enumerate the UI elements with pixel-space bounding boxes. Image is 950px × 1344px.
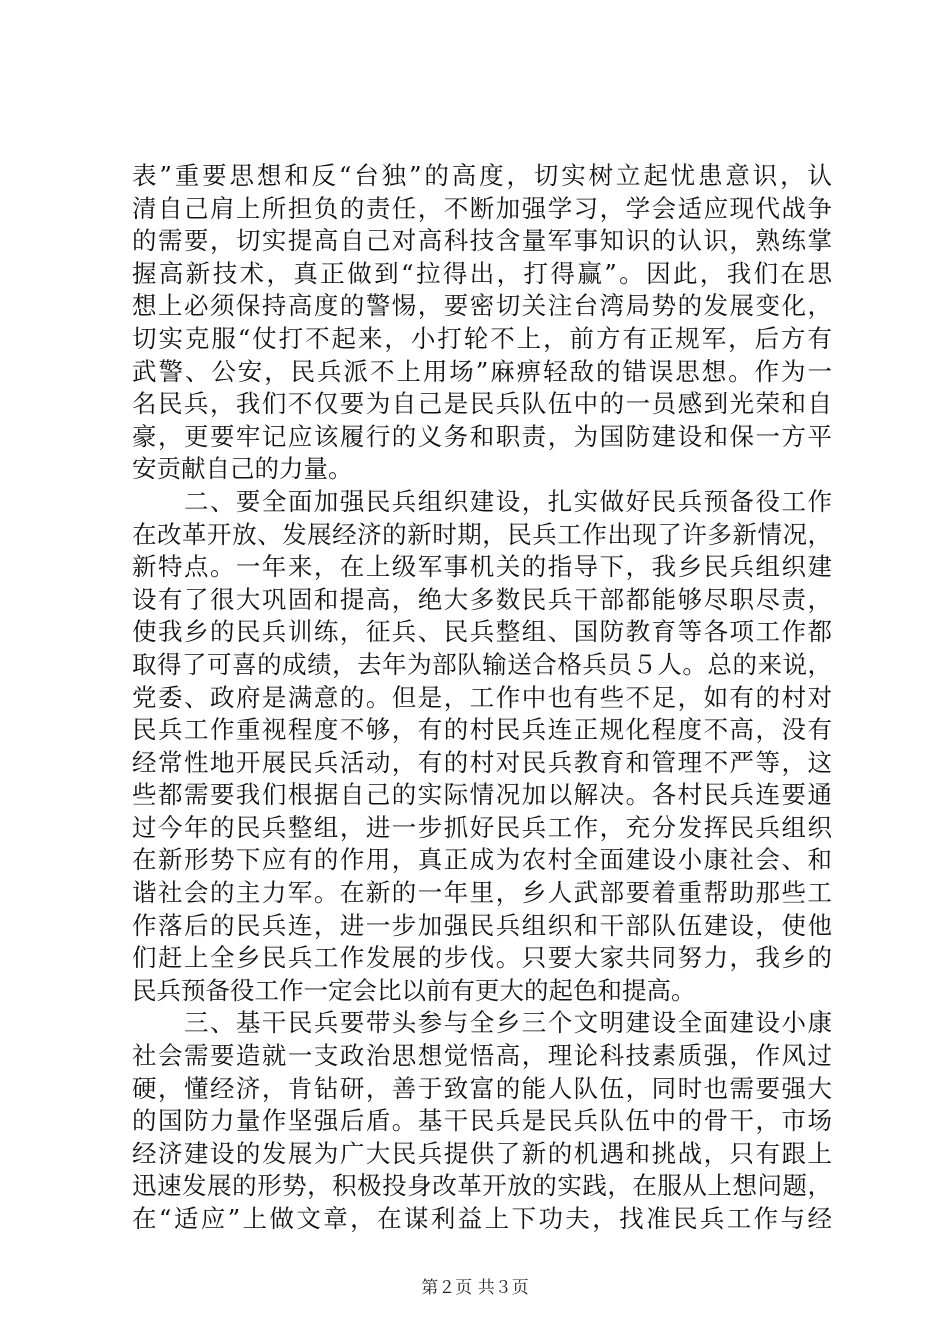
text-line: 想上必须保持高度的警惕，要密切关注台湾局势的发展变化，: [132, 291, 832, 321]
text-line: 的需要，切实提高自己对高科技含量军事知识的认识，熟练掌: [132, 226, 832, 256]
text-line: 二、要全面加强民兵组织建设，扎实做好民兵预备役工作: [132, 486, 832, 516]
text-line: 在改革开放、发展经济的新时期，民兵工作出现了许多新情况，: [132, 519, 832, 549]
text-line: 经济建设的发展为广大民兵提供了新的机遇和挑战，只有跟上: [132, 1138, 832, 1168]
text-line: 过今年的民兵整组，进一步抓好民兵工作，充分发挥民兵组织: [132, 812, 832, 842]
text-line: 硬，懂经济，肯钻研，善于致富的能人队伍，同时也需要强大: [132, 1073, 832, 1103]
text-line: 握高新技术，真正做到“拉得出，打得赢”。因此，我们在思: [132, 258, 832, 288]
text-line: 三、基干民兵要带头参与全乡三个文明建设全面建设小康: [132, 1008, 832, 1038]
document-body: [132, 160, 832, 1236]
text-line: 在新形势下应有的作用，真正成为农村全面建设小康社会、和: [132, 845, 832, 875]
text-line: 清自己肩上所担负的责任，不断加强学习，学会适应现代战争: [132, 193, 832, 223]
text-line: 社会需要造就一支政治思想觉悟高，理论科技素质强，作风过: [132, 1041, 832, 1071]
text-line: 切实克服“仗打不起来，小打轮不上，前方有正规军，后方有: [132, 323, 832, 353]
text-line: 些都需要我们根据自己的实际情况加以解决。各村民兵连要通: [132, 780, 832, 810]
text-line: 们赶上全乡民兵工作发展的步伐。只要大家共同努力，我乡的: [132, 943, 832, 973]
text-line: 民兵预备役工作一定会比以前有更大的起色和提高。: [132, 975, 696, 1005]
text-line: 安贡献自己的力量。: [132, 454, 353, 484]
text-line: 表”重要思想和反“台独”的高度，切实树立起忧患意识，认: [132, 161, 832, 190]
text-line: 在“适应”上做文章，在谋利益上下功夫，找准民兵工作与经: [132, 1204, 832, 1233]
text-line: 党委、政府是满意的。但是，工作中也有些不足，如有的村对: [132, 682, 832, 712]
text-line: 迅速发展的形势，积极投身改革开放的实践，在服从上想问题，: [132, 1171, 832, 1201]
text-line: 武警、公安，民兵派不上用场”麻痹轻敌的错误思想。作为一: [132, 356, 832, 386]
page-footer: 第２页 共３页: [421, 1278, 529, 1298]
text-line: 使我乡的民兵训练，征兵、民兵整组、国防教育等各项工作都: [132, 617, 832, 647]
text-line: 取得了可喜的成绩，去年为部队输送合格兵员５人。总的来说，: [132, 649, 832, 679]
text-line: 民兵工作重视程度不够，有的村民兵连正规化程度不高，没有: [132, 715, 832, 745]
text-line: 豪，更要牢记应该履行的义务和职责，为国防建设和保一方平: [132, 421, 832, 451]
text-line: 谐社会的主力军。在新的一年里，乡人武部要着重帮助那些工: [132, 878, 832, 908]
text-line: 新特点。一年来，在上级军事机关的指导下，我乡民兵组织建: [132, 552, 832, 582]
text-line: 经常性地开展民兵活动，有的村对民兵教育和管理不严等，这: [132, 747, 832, 777]
text-line: 名民兵，我们不仅要为自己是民兵队伍中的一员感到光荣和自: [132, 389, 832, 419]
text-line: 作落后的民兵连，进一步加强民兵组织和干部队伍建设，使他: [132, 910, 832, 940]
text-line: 设有了很大巩固和提高，绝大多数民兵干部都能够尽职尽责，: [132, 584, 832, 614]
text-line: 的国防力量作坚强后盾。基干民兵是民兵队伍中的骨干，市场: [132, 1106, 832, 1136]
